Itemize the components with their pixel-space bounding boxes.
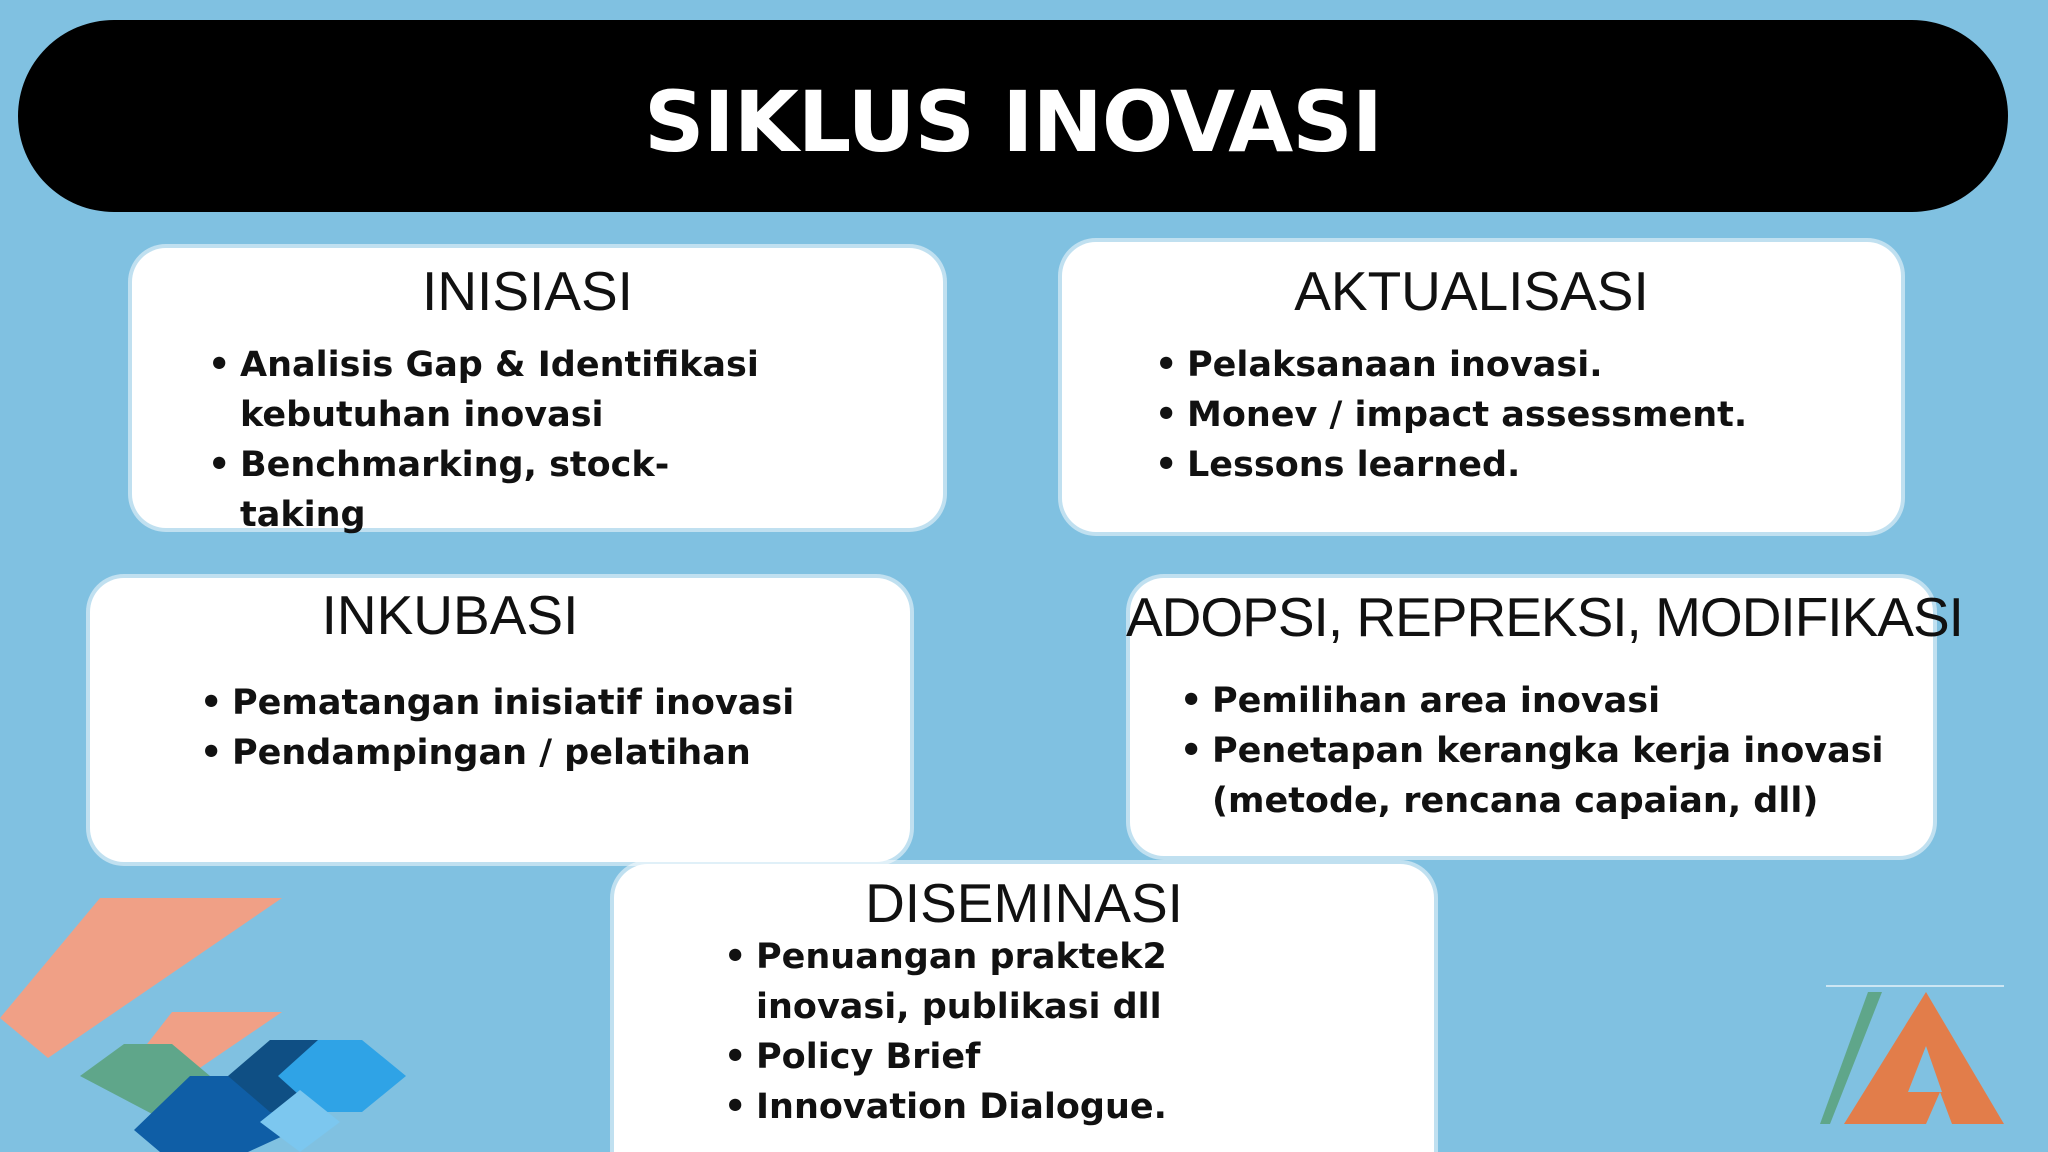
list-item: • Monev / impact assessment. [1155, 390, 1875, 440]
card-aktualisasi-list [1155, 340, 1875, 490]
list-item: • Benchmarking, stock-taking [208, 440, 768, 540]
list-item: • Analisis Gap & Identifikasi kebutuhan inovasi [208, 340, 768, 440]
card-aktualisasi-title: AKTUALISASI [1294, 260, 1649, 322]
list-item: • Pelaksanaan inovasi. [1155, 340, 1875, 390]
decorative-shapes-left [0, 890, 420, 1152]
card-inkubasi-title: INKUBASI [321, 584, 579, 646]
card-diseminasi-list [724, 932, 1324, 1132]
card-inkubasi-list [200, 678, 880, 778]
card-inisiasi [132, 248, 943, 535]
triangle-logo [1820, 984, 2008, 1126]
list-item: • Pematangan inisiatif inovasi [200, 678, 880, 728]
card-inisiasi-title: INISIASI [422, 260, 633, 322]
card-inkubasi [90, 578, 910, 862]
list-item: • Pemilihan area inovasi [1180, 676, 1900, 726]
page-title: SIKLUS INOVASI [643, 73, 1383, 171]
list-item: • Lessons learned. [1155, 440, 1875, 490]
card-aktualisasi [1062, 242, 1901, 532]
list-item: • Policy Brief [724, 1032, 1324, 1082]
card-diseminasi [614, 864, 1434, 1152]
list-item: • Innovation Dialogue. [724, 1082, 1324, 1132]
list-item: • Pendampingan / pelatihan [200, 728, 880, 778]
list-item: • Penuangan praktek2 inovasi, publikasi dll [724, 932, 1324, 1032]
list-item: • Penetapan kerangka kerja inovasi (metode, rencana capaian, dll) [1180, 726, 1900, 826]
title-banner [18, 20, 2008, 212]
card-diseminasi-title: DISEMINASI [865, 872, 1183, 934]
card-inisiasi-list [208, 340, 768, 540]
card-adopsi-title: ADOPSI, REPREKSI, MODIFIKASI [1126, 586, 1963, 648]
card-adopsi-list [1180, 676, 1900, 826]
